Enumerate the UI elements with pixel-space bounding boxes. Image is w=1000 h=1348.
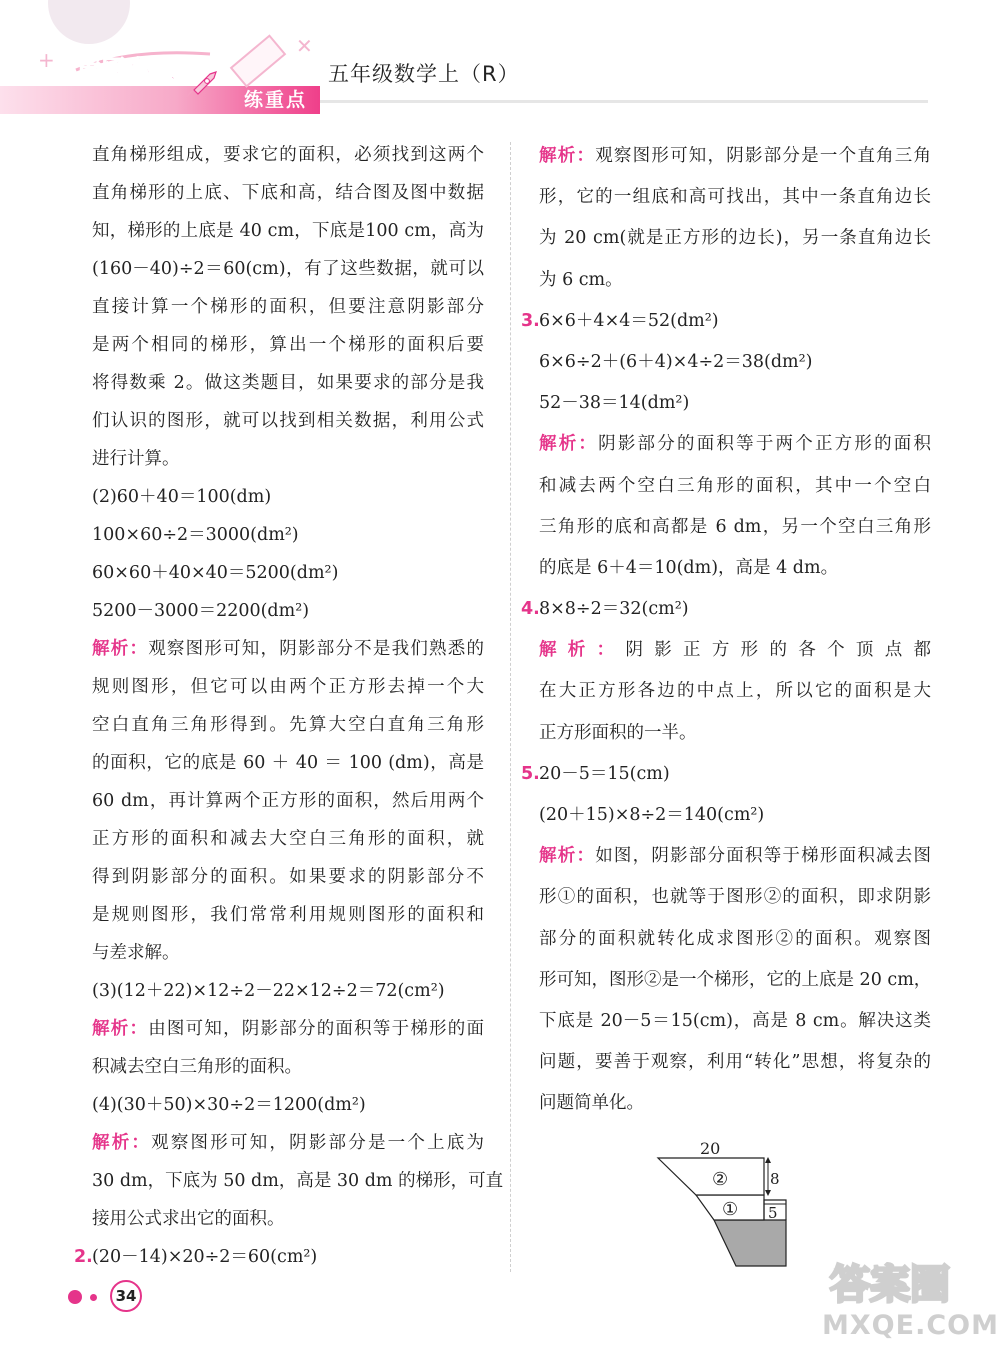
equation-text: 8×8÷2＝32(cm²) bbox=[539, 599, 689, 620]
text-line: 问题简单化。 bbox=[539, 1093, 644, 1114]
text-line: 接用公式求出它的面积。 bbox=[92, 1209, 285, 1229]
text-line: 进行计算。 bbox=[92, 449, 180, 469]
text-line: 知，梯形的上底是 40 cm，下底是100 cm，高为 bbox=[92, 221, 484, 241]
question-number: 4. bbox=[521, 599, 540, 620]
header-rule bbox=[320, 100, 928, 103]
question-4-line bbox=[521, 589, 931, 630]
analysis-line bbox=[539, 630, 931, 671]
question-2-line bbox=[74, 1238, 484, 1276]
text-line: 空白直角三角形得到。先算大空白直角三角形 bbox=[92, 715, 484, 735]
text-line: 部分的面积就转化成求图形②的面积。观察图 bbox=[539, 928, 931, 949]
text-line: 积减去空白三角形的面积。 bbox=[92, 1057, 302, 1077]
analysis-label: 解析： bbox=[539, 640, 626, 661]
question-number: 5. bbox=[521, 763, 540, 784]
question-number: 2. bbox=[74, 1247, 93, 1267]
equation-text: 6×6＋4×4＝52(dm²) bbox=[539, 310, 719, 331]
text-line: 60 dm，再计算两个正方形的面积，然后用两个 bbox=[92, 791, 484, 811]
book-title: 五年级数学上（R） bbox=[328, 62, 520, 86]
text-line: 直接计算一个梯形的面积，但要注意阴影部分 bbox=[92, 297, 484, 317]
text-line: 形①的面积，也就等于图形②的面积，即求阴影 bbox=[539, 887, 931, 908]
watermark-text: MXQE.COM bbox=[822, 1310, 999, 1341]
analysis-line bbox=[539, 424, 931, 465]
watermark-logo bbox=[826, 1252, 986, 1310]
equation-line: (4)(30＋50)×30÷2＝1200(dm²) bbox=[92, 1095, 366, 1115]
text-line: 规则图形，但它可以由两个正方形去掉一个大 bbox=[92, 677, 484, 697]
question-number: 3. bbox=[521, 310, 540, 331]
text-line: 的底是 6＋4＝10(dm)，高是 4 dm。 bbox=[539, 557, 839, 578]
figure-label-top: 20 bbox=[700, 1139, 721, 1158]
page-header bbox=[0, 0, 1000, 140]
watermark bbox=[818, 1252, 999, 1346]
equation-text: 20－5＝15(cm) bbox=[539, 763, 670, 784]
analysis-text: 由图可知，阴影部分的面积等于梯形的面 bbox=[148, 1019, 485, 1039]
right-column bbox=[521, 136, 932, 1125]
series-tag: 练重点 bbox=[244, 89, 308, 111]
analysis-line bbox=[539, 836, 931, 877]
analysis-label: 解析： bbox=[92, 1133, 152, 1153]
trapezoid-figure bbox=[650, 1138, 800, 1278]
text-line: 们认识的图形，就可以找到相关数据，利用公式 bbox=[92, 411, 484, 431]
watermark-logo-text: 答案圈 bbox=[830, 1262, 950, 1308]
text-line: 是规则图形，我们常常利用规则图形的面积和 bbox=[92, 905, 484, 925]
equation-line: 52－38＝14(dm²) bbox=[539, 393, 690, 414]
analysis-line bbox=[92, 1124, 484, 1162]
equation-line: (20＋15)×8÷2＝140(cm²) bbox=[539, 805, 765, 825]
text-line: 为 6 cm。 bbox=[539, 269, 623, 290]
figure-label-height: 8 bbox=[770, 1170, 780, 1188]
analysis-label: 解析： bbox=[92, 639, 149, 659]
page-number: 34 bbox=[110, 1280, 142, 1312]
text-line: 三角形的底和高都是 6 dm，另一个空白三角形 bbox=[539, 516, 931, 537]
text-line: 和减去两个空白三角形的面积，其中一个空白 bbox=[539, 475, 931, 496]
ruler-icon bbox=[230, 34, 287, 87]
analysis-line bbox=[539, 136, 931, 177]
figure-label-side: 5 bbox=[768, 1204, 778, 1222]
text-line: 与差求解。 bbox=[92, 943, 180, 963]
analysis-text: 观察图形可知，阴影部分是一个上底为 bbox=[151, 1133, 485, 1153]
text-line: 正方形的面积和减去大空白三角形的面积，就 bbox=[92, 829, 484, 849]
column-divider bbox=[510, 142, 511, 1272]
equation-line: 100×60÷2＝3000(dm²) bbox=[92, 525, 299, 545]
figure-label-region-1: ① bbox=[722, 1199, 739, 1220]
text-line: 形可知，图形②是一个梯形，它的上底是 20 cm， bbox=[539, 969, 932, 990]
text-line: 直角梯形组成，要求它的面积，必须找到这两个 bbox=[92, 145, 484, 165]
equation-line: (2)60＋40＝100(dm) bbox=[92, 487, 272, 507]
equation-line: (3)(12＋22)×12÷2－22×12÷2＝72(cm²) bbox=[92, 981, 445, 1001]
dot-icon bbox=[90, 1294, 97, 1301]
text-line: 是两个相同的梯形，算出一个梯形的面积后要 bbox=[92, 335, 484, 355]
analysis-text: 阴影部分的面积等于两个正方形的面积 bbox=[598, 434, 932, 455]
arrow-head-icon bbox=[765, 1157, 771, 1163]
rocket-icon bbox=[180, 68, 220, 108]
analysis-text: 观察图形可知，阴影部分是一个直角三角 bbox=[595, 146, 932, 166]
text-line: 为 20 cm(就是正方形的边长)，另一条直角边长 bbox=[539, 228, 931, 249]
text-line: 的面积，它的底是 60 ＋ 40 ＝ 100 (dm)，高是 bbox=[92, 753, 484, 773]
analysis-line bbox=[92, 630, 484, 668]
figure-label-region-2: ② bbox=[712, 1169, 729, 1190]
analysis-label: 解析： bbox=[92, 1019, 149, 1039]
text-line: 直角梯形的上底、下底和高，结合图及图中数据 bbox=[92, 183, 484, 203]
text-line: 形，它的一组底和高可找出，其中一条直角边长 bbox=[539, 187, 931, 208]
analysis-text: 阴影正方形的各个顶点都 bbox=[625, 640, 932, 661]
analysis-label: 解析： bbox=[539, 846, 596, 867]
sparkle-icon: + bbox=[38, 48, 55, 72]
analysis-line bbox=[92, 1010, 484, 1048]
analysis-text: 如图，阴影部分面积等于梯形面积减去图 bbox=[595, 846, 932, 867]
text-line: 得到阴影部分的面积。如果要求的阴影部分不 bbox=[92, 867, 484, 887]
equation-line: 60×60＋40×40＝5200(dm²) bbox=[92, 563, 339, 583]
text-line: 正方形面积的一半。 bbox=[539, 722, 697, 743]
region-2-shape bbox=[658, 1158, 764, 1195]
text-line: 问题，要善于观察，利用“转化”思想，将复杂的 bbox=[539, 1052, 931, 1073]
analysis-label: 解析： bbox=[539, 434, 599, 455]
analysis-label: 解析： bbox=[539, 146, 596, 166]
left-column bbox=[74, 136, 504, 1276]
decorative-circle bbox=[48, 0, 130, 44]
text-line: 将得数乘 2。做这类题目，如果要求的部分是我 bbox=[92, 373, 484, 393]
equation-line: 6×6÷2＋(6＋4)×4÷2＝38(dm²) bbox=[539, 351, 813, 372]
text-line: 30 dm，下底为 50 dm，高是 30 dm 的梯形，可直 bbox=[92, 1171, 504, 1191]
question-3-line bbox=[521, 301, 931, 342]
shaded-region bbox=[714, 1220, 786, 1266]
brand-name: 黄冈小状元 bbox=[76, 55, 202, 84]
question-5-line bbox=[521, 754, 931, 795]
analysis-text: 观察图形可知，阴影部分不是我们熟悉的 bbox=[148, 639, 485, 659]
equation-line: 5200－3000＝2200(dm²) bbox=[92, 601, 310, 621]
text-line: 在大正方形各边的中点上，所以它的面积是大 bbox=[539, 681, 931, 702]
arrow-head-icon bbox=[765, 1190, 771, 1196]
dot-icon bbox=[68, 1290, 82, 1304]
sparkle-icon: ✕ bbox=[296, 34, 313, 58]
text-line: (160－40)÷2＝60(cm)，有了这些数据，就可以 bbox=[92, 259, 484, 279]
equation-text: (20－14)×20÷2＝60(cm²) bbox=[92, 1247, 318, 1267]
text-line: 下底是 20－5＝15(cm)，高是 8 cm。解决这类 bbox=[539, 1010, 931, 1031]
